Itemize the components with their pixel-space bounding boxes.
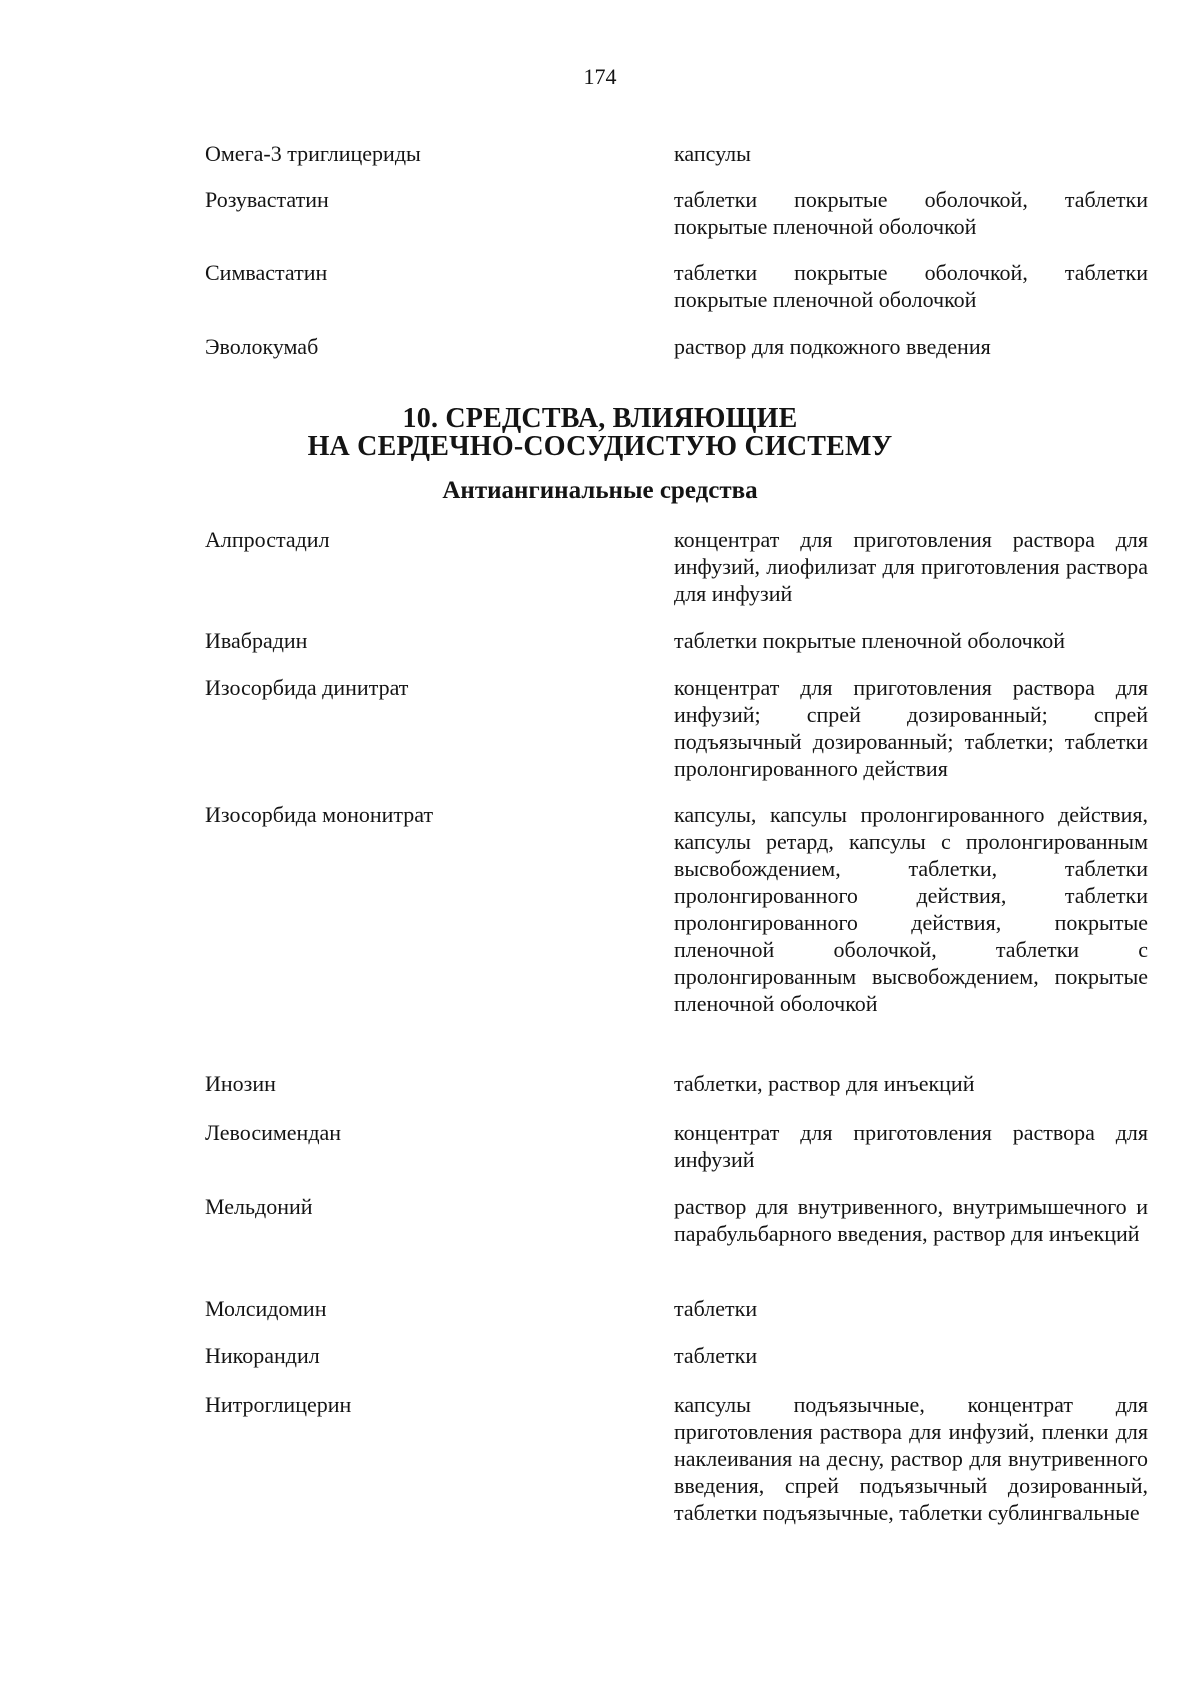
drug-name: Симвастатин xyxy=(205,260,328,285)
dosage-form: капсулы подъязычные, концентрат для приготовления раствора для инфузий, пленки для наклеивания на десну, раствор для внутривенного введения, спрей подъязычный дозированный, таблетки подъязычные, таблетки сублингвальные xyxy=(674,1392,1148,1525)
drug-name: Мельдоний xyxy=(205,1194,313,1219)
section-title-line-2: НА СЕРДЕЧНО-СОСУДИСТУЮ СИСТЕМУ xyxy=(307,431,893,462)
drug-name: Изосорбида мононитрат xyxy=(205,802,434,827)
dosage-form: капсулы xyxy=(674,141,751,166)
drug-name: Молсидомин xyxy=(205,1296,327,1321)
drug-name: Розувастатин xyxy=(205,187,329,212)
drug-name: Изосорбида динитрат xyxy=(205,675,409,700)
drug-name: Никорандил xyxy=(205,1343,320,1368)
subsection-title: Антиангинальные средства xyxy=(442,477,758,504)
dosage-form: таблетки покрытые оболочкой, таблетки покрытые пленочной оболочкой xyxy=(674,187,1148,239)
dosage-form: таблетки, раствор для инъекций xyxy=(674,1071,975,1096)
drug-name: Левосимендан xyxy=(205,1120,342,1145)
dosage-form: таблетки xyxy=(674,1296,758,1321)
dosage-form: концентрат для приготовления раствора для инфузий, лиофилизат для приготовления раствора для инфузий xyxy=(674,527,1148,606)
drug-name: Инозин xyxy=(205,1071,276,1096)
dosage-form: таблетки xyxy=(674,1343,758,1368)
dosage-form: концентрат для приготовления раствора для инфузий xyxy=(674,1120,1148,1172)
drug-name: Алпростадил xyxy=(205,527,330,552)
drug-name: Омега-3 триглицериды xyxy=(205,141,421,166)
dosage-form: раствор для подкожного введения xyxy=(674,334,991,359)
drug-name: Ивабрадин xyxy=(205,628,308,653)
section-title-line-1: 10. СРЕДСТВА, ВЛИЯЮЩИЕ xyxy=(402,403,798,434)
drug-name: Нитроглицерин xyxy=(205,1392,352,1417)
dosage-form: концентрат для приготовления раствора для инфузий; спрей дозированный; спрей подъязычный дозированный; таблетки; таблетки пролонгированного действия xyxy=(674,675,1148,781)
drug-name: Эволокумаб xyxy=(205,334,319,359)
dosage-form: таблетки покрытые пленочной оболочкой xyxy=(674,628,1066,653)
page-number: 174 xyxy=(583,64,617,89)
dosage-form: таблетки покрытые оболочкой, таблетки покрытые пленочной оболочкой xyxy=(674,260,1148,312)
dosage-form: раствор для внутривенного, внутримышечного и парабульбарного введения, раствор для инъекций xyxy=(674,1194,1148,1246)
dosage-form: капсулы, капсулы пролонгированного действия, капсулы ретард, капсулы с пролонгированным высвобождением, таблетки, таблетки пролонгированного действия, таблетки пролонгированного действия, покрытые пленочной оболочкой, таблетки с пролонгированным высвобождением, покрытые пленочной оболочкой xyxy=(674,802,1148,1016)
